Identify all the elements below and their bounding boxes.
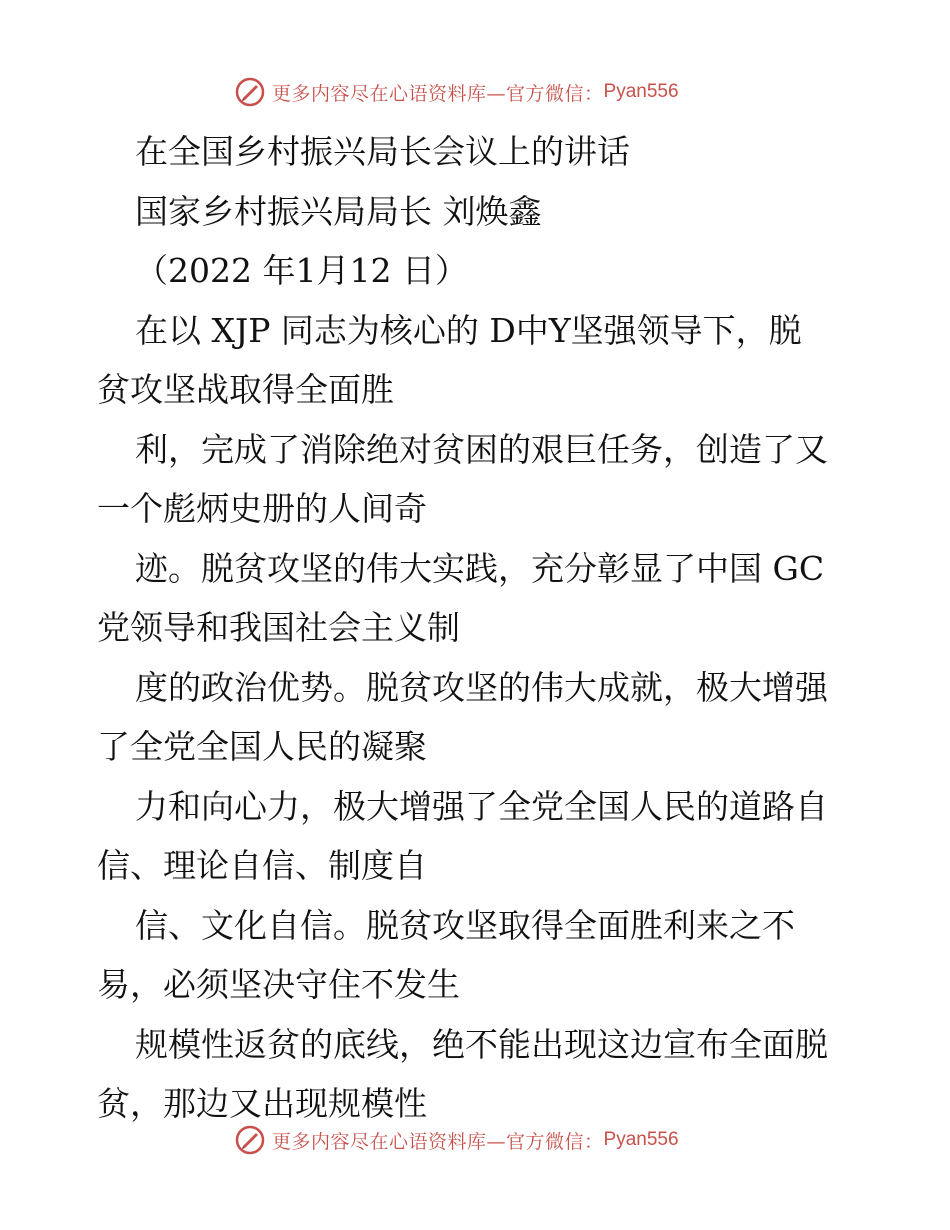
doc-line: （2022 年1月12 日） <box>135 251 468 290</box>
doc-line: 在以 XJP 同志为核心的 D中Y坚强领导下，脱 <box>135 310 802 350</box>
footer-banner <box>234 1120 734 1160</box>
doc-line: 贫，那边又出现规模性 <box>97 1084 427 1123</box>
doc-line: 党领导和我国社会主义制 <box>97 608 460 647</box>
doc-line: 力和向心力，极大增强了全党全国人民的道路自 <box>135 786 828 826</box>
doc-line: 度的政治优势。脱贫攻坚的伟大成就，极大增强 <box>135 667 828 707</box>
banner-wechat-id: Pyan556 <box>603 81 679 102</box>
doc-line: 了全党全国人民的凝聚 <box>97 727 427 766</box>
pen-logo-icon <box>234 1124 266 1156</box>
header-banner <box>234 72 734 112</box>
doc-line: 信、文化自信。脱贫攻坚取得全面胜利来之不 <box>135 905 795 945</box>
doc-line: 易，必须坚决守住不发生 <box>97 965 460 1004</box>
banner-text: 更多内容尽在心语资料库—官方微信： <box>272 82 604 105</box>
doc-line: 规模性返贫的底线，绝不能出现这边宣布全面脱 <box>135 1024 828 1064</box>
banner-wechat-id: Pyan556 <box>603 1129 679 1150</box>
doc-line: 迹。脱贫攻坚的伟大实践，充分彰显了中国 GC <box>135 548 825 588</box>
doc-line: 信、理论自信、制度自 <box>97 846 427 885</box>
doc-line: 在全国乡村振兴局长会议上的讲话 <box>135 132 630 171</box>
banner-text: 更多内容尽在心语资料库—官方微信： <box>272 1130 604 1153</box>
document-body <box>97 122 857 1134</box>
pen-logo-icon <box>234 76 266 108</box>
doc-line: 国家乡村振兴局局长 刘焕鑫 <box>135 191 542 231</box>
doc-line: 利，完成了消除绝对贫困的艰巨任务，创造了又 <box>135 429 828 469</box>
doc-line: 一个彪炳史册的人间奇 <box>97 489 427 528</box>
doc-line: 贫攻坚战取得全面胜 <box>97 370 394 409</box>
